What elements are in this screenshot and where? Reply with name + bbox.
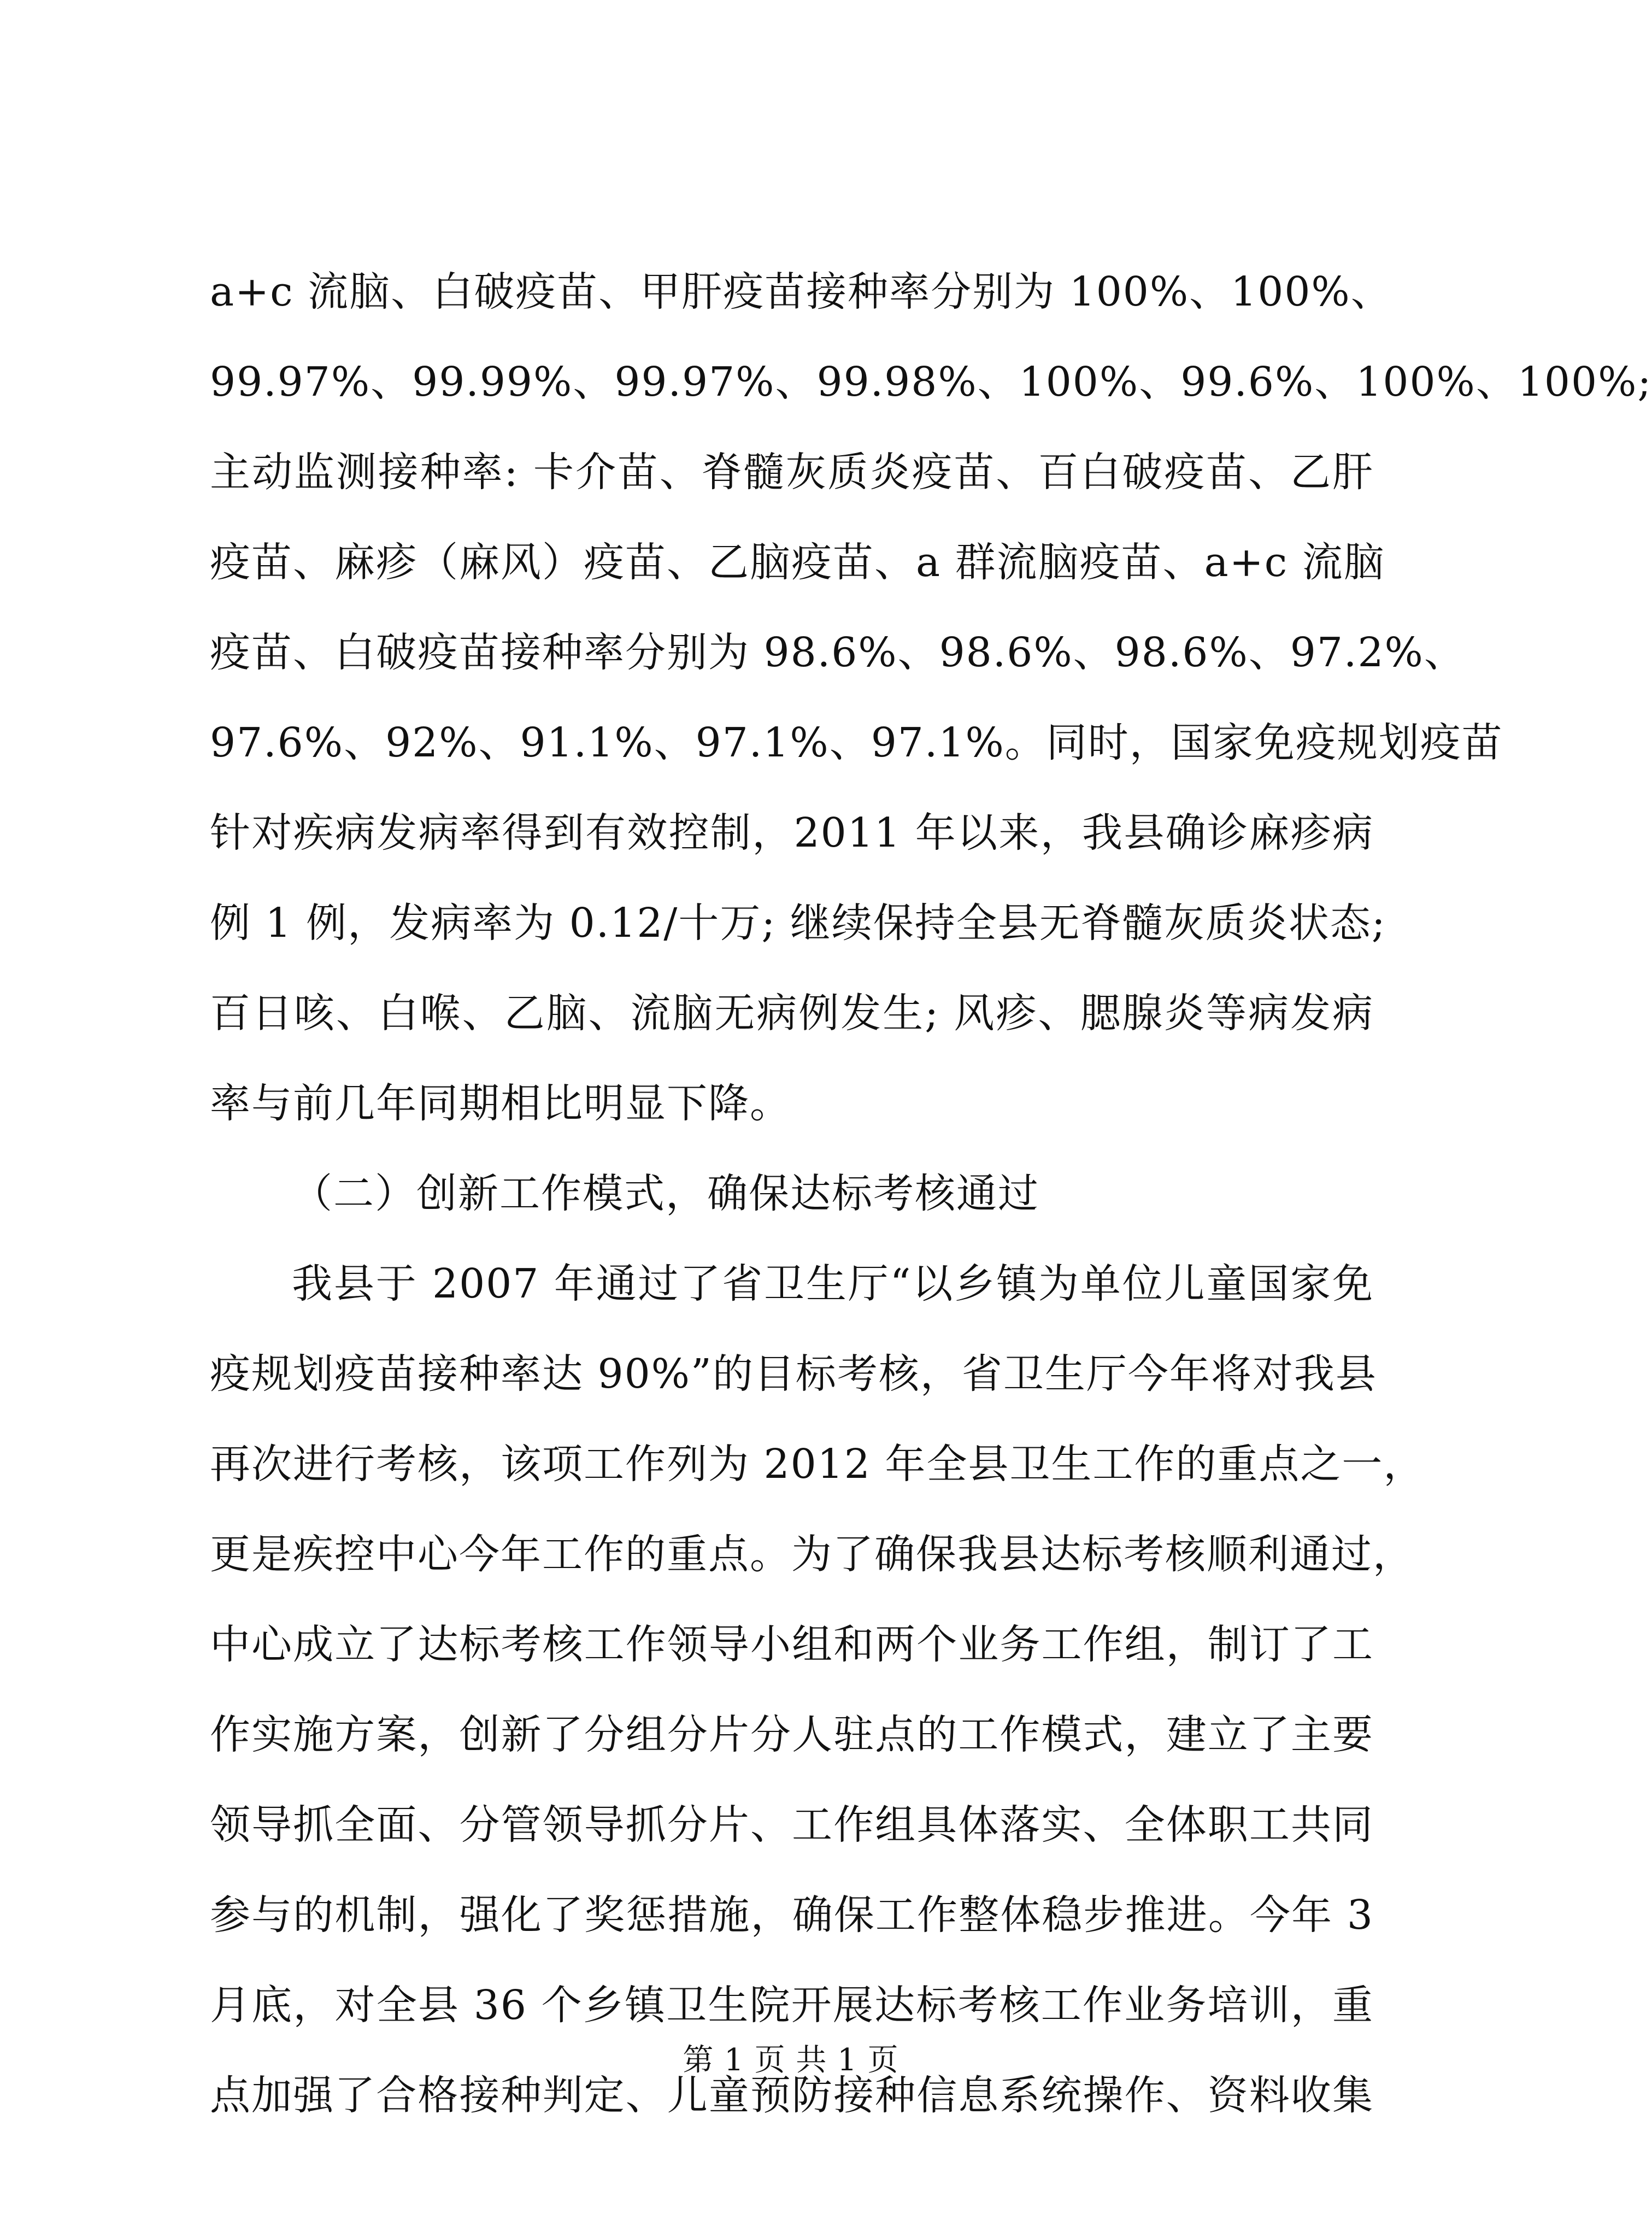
text-line: 作实施方案，创新了分组分片分人驻点的工作模式，建立了主要 — [210, 1711, 1374, 1758]
text-line: 参与的机制，强化了奖惩措施，确保工作整体稳步推进。今年 3 — [210, 1892, 1374, 1939]
text-line: 针对疾病发病率得到有效控制，2011 年以来，我县确诊麻疹病 — [210, 809, 1374, 856]
section-heading: （二）创新工作模式，确保达标考核通过 — [292, 1170, 1039, 1217]
text-line: 疫苗、白破疫苗接种率分别为 98.6%、98.6%、98.6%、97.2%、 — [210, 629, 1466, 676]
text-line: 疫苗、麻疹（麻风）疫苗、乙脑疫苗、a 群流脑疫苗、a+c 流脑 — [210, 539, 1385, 586]
text-line: 率与前几年同期相比明显下降。 — [210, 1080, 791, 1127]
page-footer: 第 1 页 共 1 页 — [683, 2042, 899, 2078]
text-line: 中心成立了达标考核工作领导小组和两个业务工作组，制订了工 — [210, 1621, 1374, 1668]
text-line: 更是疾控中心今年工作的重点。为了确保我县达标考核顺利通过， — [210, 1531, 1414, 1578]
text-line: 百日咳、白喉、乙脑、流脑无病例发生; 风疹、腮腺炎等病发病 — [210, 990, 1374, 1037]
text-line: a+c 流脑、白破疫苗、甲肝疫苗接种率分别为 100%、100%、 — [210, 268, 1392, 315]
text-line: 我县于 2007 年通过了省卫生厅“以乡镇为单位儿童国家免 — [292, 1260, 1374, 1307]
text-line: 99.97%、99.99%、99.97%、99.98%、100%、99.6%、100%、100%; — [210, 359, 1652, 406]
text-line: 点加强了合格接种判定、儿童预防接种信息系统操作、资料收集 — [210, 2072, 1374, 2119]
text-line: 再次进行考核，该项工作列为 2012 年全县卫生工作的重点之一， — [210, 1441, 1425, 1488]
text-line: 疫规划疫苗接种率达 90%”的目标考核，省卫生厅今年将对我县 — [210, 1351, 1377, 1398]
text-line: 97.6%、92%、91.1%、97.1%、97.1%。同时，国家免疫规划疫苗 — [210, 719, 1503, 766]
text-line: 主动监测接种率: 卡介苗、脊髓灰质炎疫苗、百白破疫苗、乙肝 — [210, 449, 1374, 496]
body-text — [210, 247, 1652, 2141]
text-line: 例 1 例，发病率为 0.12/十万; 继续保持全县无脊髓灰质炎状态; — [210, 900, 1386, 947]
text-line: 月底，对全县 36 个乡镇卫生院开展达标考核工作业务培训，重 — [210, 1982, 1374, 2029]
text-line: 领导抓全面、分管领导抓分片、工作组具体落实、全体职工共同 — [210, 1801, 1374, 1848]
